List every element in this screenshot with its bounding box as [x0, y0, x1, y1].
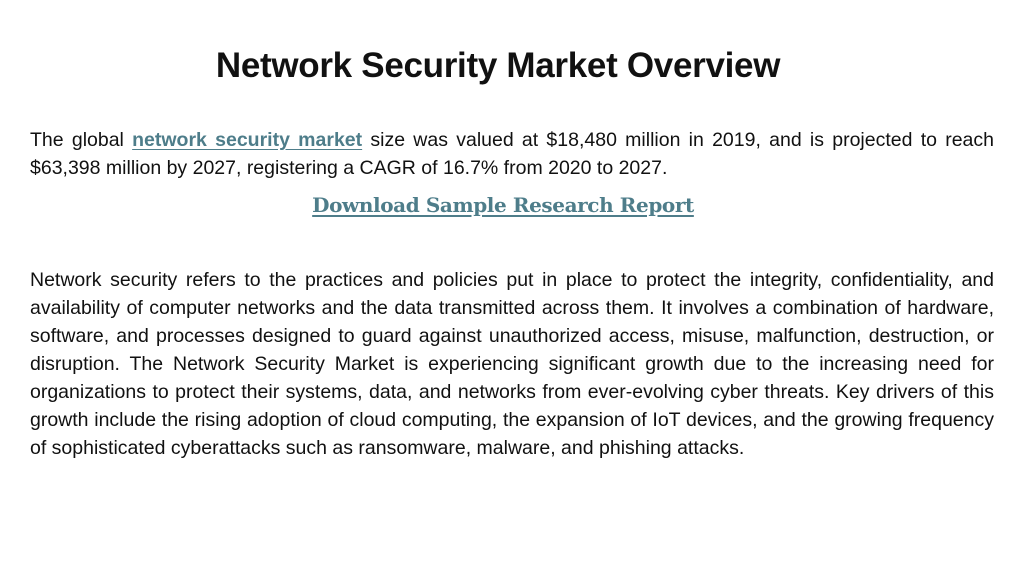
download-link-container	[0, 190, 1006, 223]
download-sample-report-link[interactable]: Download Sample Research Report	[312, 193, 694, 217]
intro-paragraph	[30, 126, 994, 182]
network-security-market-link[interactable]: network security market	[132, 129, 363, 151]
intro-text-after: size was valued at $18,480 million in 2019, and is projected to reach $63,398 million by 2027, registering a CAGR of 16.7% from 2020 to 2027.	[30, 129, 994, 179]
intro-text-before: The global	[30, 129, 133, 151]
page-title: Network Security Market Overview	[215, 46, 781, 85]
body-paragraph: Network security refers to the practices and policies put in place to protect the integrity, confidentiality, and availability of computer networks and the data transmitted across them. It involves a combination of hardware, software, and processes designed to guard against unauthorized access, misuse, malfunction, destruction, or disruption. The Network Security Market is experiencing significant growth due to the increasing need for organizations to protect their systems, data, and networks from ever-evolving cyber threats. Key drivers of this growth include the rising adoption of cloud computing, the expansion of IoT devices, and the growing frequency of sophisticated cyberattacks such as ransomware, malware, and phishing attacks.	[30, 269, 994, 459]
